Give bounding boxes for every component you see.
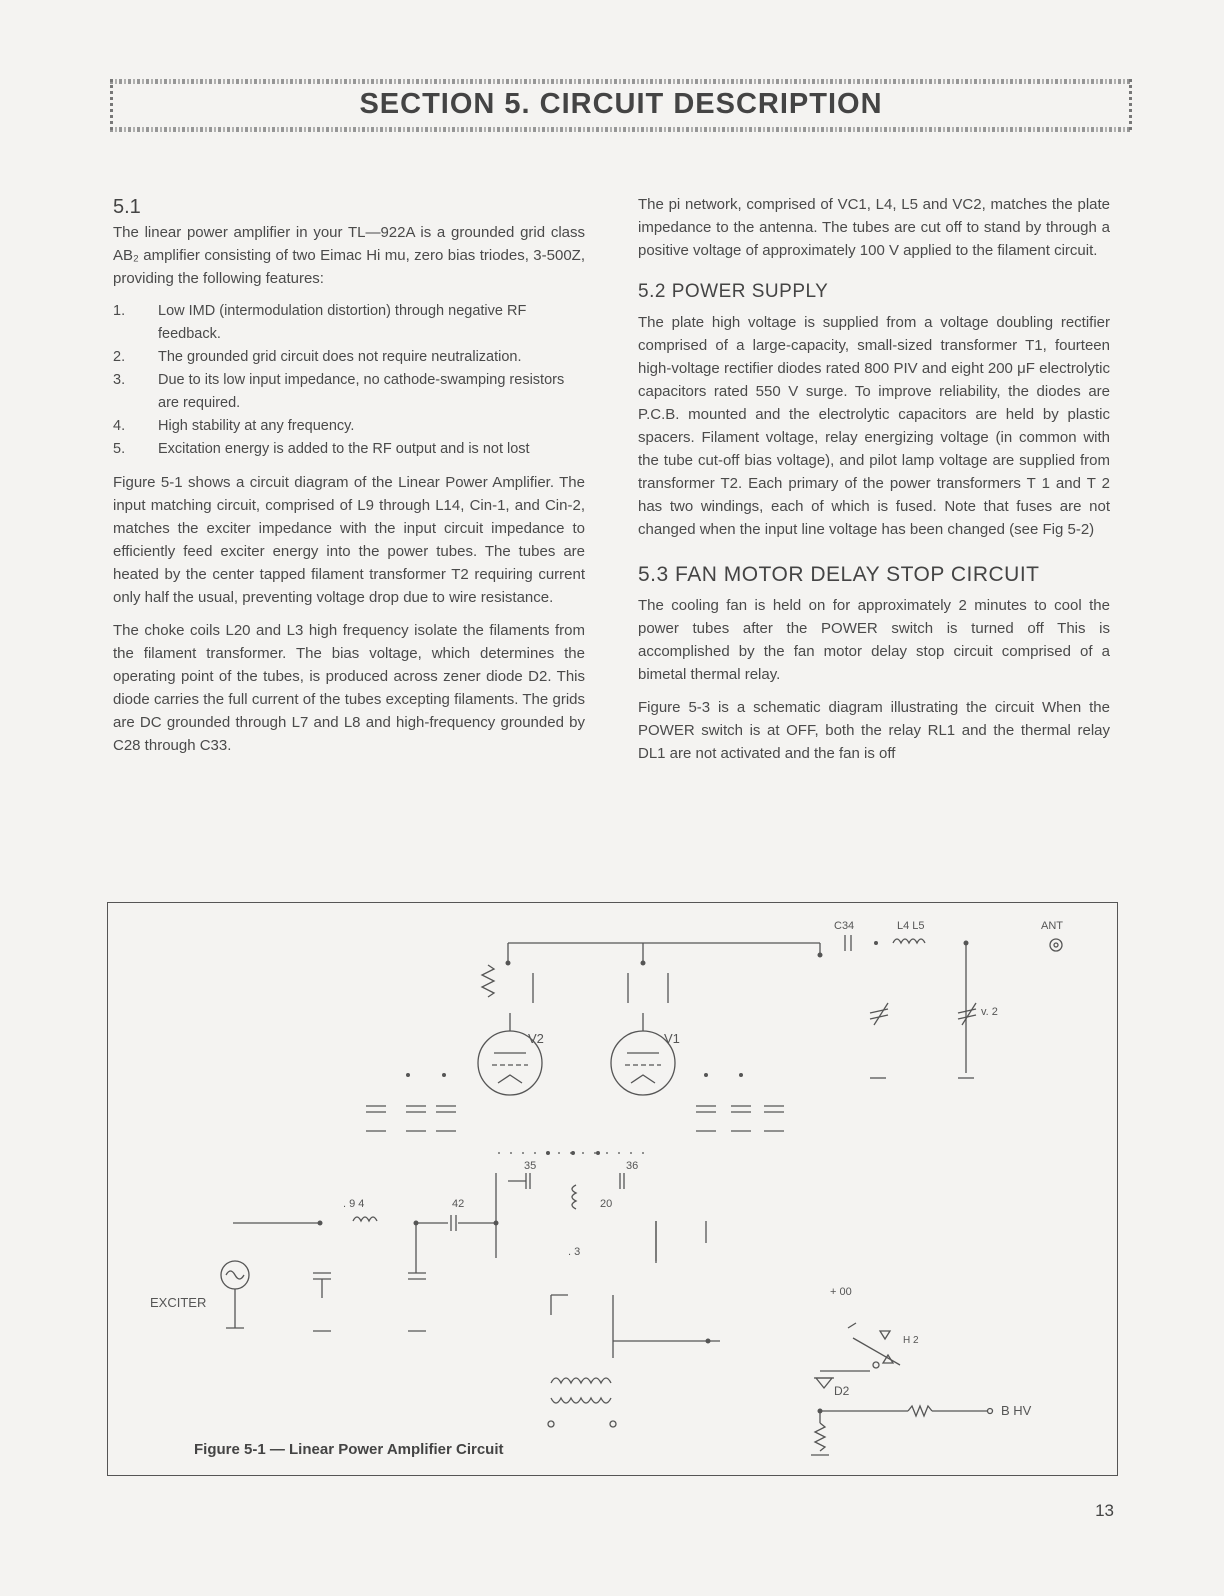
label-c35: 35 xyxy=(524,1160,537,1172)
label-rl2: H 2 xyxy=(903,1335,919,1346)
label-v2: V2 xyxy=(528,1031,544,1046)
label-vc2: v. 2 xyxy=(981,1006,998,1018)
label-l9: . 9 4 xyxy=(343,1198,365,1210)
label-plus100: + 00 xyxy=(830,1286,852,1298)
list-item: 2. The grounded grid circuit does not require neutralization. xyxy=(113,349,522,365)
intro-paragraph: The linear power amplifier in your TL—922A is a grounded grid class AB₂ amplifier consisting of two Eimac Hi mu, zero bias triodes, 3-500Z, providing the following features: xyxy=(113,224,585,287)
feature-list xyxy=(113,300,585,461)
circuit-schematic xyxy=(108,903,1117,1475)
label-d2: D2 xyxy=(834,1384,850,1398)
label-c42: 42 xyxy=(452,1198,465,1210)
fan-motor-paragraph-2: Figure 5-3 is a schematic diagram illustrating the circuit When the POWER switch is at OFF, both the relay RL1 and the thermal relay DL1 are not activated and the fan is off xyxy=(638,699,1110,762)
figure-caption: Figure 5-1 — Linear Power Amplifier Circuit xyxy=(194,1441,504,1458)
power-supply-heading: 5.2 POWER SUPPLY xyxy=(638,281,829,302)
circuit-figure xyxy=(107,902,1118,1476)
section-header xyxy=(110,79,1132,132)
right-column xyxy=(638,193,1110,775)
label-c36: 36 xyxy=(626,1160,639,1172)
circuit-paragraph: Figure 5-1 shows a circuit diagram of the Linear Power Amplifier. The input matching circuit, comprised of L9 through L14, Cin-1, and Cin-2, matches the exciter impedance with the input circuit impedance to efficiently feed exciter energy into the power tubes. The tubes are heated by the center tapped filament transformer T2 requiring current only half the usual, preventing voltage drop due to wire resistance. xyxy=(113,474,585,606)
left-column xyxy=(113,196,585,767)
label-l3: . 3 xyxy=(568,1246,581,1258)
header-bottom-rule xyxy=(110,127,1132,132)
list-item: 1. Low IMD (intermodulation distortion) through negative RF feedback. xyxy=(113,303,527,342)
list-item: 4. High stability at any frequency. xyxy=(113,418,355,434)
fan-motor-paragraph-1: The cooling fan is held on for approximately 2 minutes to cool the power tubes after the POWER switch is turned off This is accomplished by the fan motor delay stop circuit comprised of a bimetal thermal relay. xyxy=(638,597,1110,683)
choke-paragraph: The choke coils L20 and L3 high frequency isolate the filaments from the filament transformer. The bias voltage, which determines the operating point of the tubes, is produced across zener diode D2. This diode carries the full current of the tubes excepting filaments. The grids are DC grounded through L7 and L8 and high-frequency grounded by C28 through C33. xyxy=(113,622,585,754)
label-c34: C34 xyxy=(834,920,855,932)
label-exciter: EXCITER xyxy=(150,1295,207,1310)
pi-network-paragraph: The pi network, comprised of VC1, L4, L5 and VC2, matches the plate impedance to the antenna. The tubes are cut off to stand by through a positive voltage of approximately 100 V applied to the filament circuit. xyxy=(638,196,1110,259)
label-v1: V1 xyxy=(664,1031,680,1046)
page-number: 13 xyxy=(1095,1501,1114,1520)
section-number: 5.1 xyxy=(113,196,141,218)
section-title: SECTION 5. CIRCUIT DESCRIPTION xyxy=(359,88,883,120)
list-item: 3. Due to its low input impedance, no cathode-swamping resistors are required. xyxy=(113,372,565,411)
power-supply-paragraph: The plate high voltage is supplied from a voltage doubling rectifier comprised of a large-capacity, small-sized transformer T1, fourteen high-voltage rectifier diodes rated 800 PIV and eight 200 μF electrolytic capacitors rated 550 V surge. To improve reliability, the diodes are P.C.B. mounted and the electrolytic capacitors are held by plastic spacers. Filament voltage, relay energizing voltage (in common with the tube cut-off bias voltage), and pilot lamp voltage are supplied from transformer T2. Each primary of the power transformers T 1 and T 2 has two windings, each of which is fused. Note that fuses are not changed when the input line voltage has been changed (see Fig 5-2) xyxy=(638,314,1110,538)
fan-motor-heading: 5.3 FAN MOTOR DELAY STOP CIRCUIT xyxy=(638,563,1040,586)
label-l4l5: L4 L5 xyxy=(897,920,925,932)
label-bhv: B HV xyxy=(1001,1403,1032,1418)
label-ant: ANT xyxy=(1041,920,1063,932)
label-l20: 20 xyxy=(600,1198,613,1210)
list-item: 5. Excitation energy is added to the RF output and is not lost xyxy=(113,441,530,457)
header-top-rule xyxy=(110,79,1132,84)
